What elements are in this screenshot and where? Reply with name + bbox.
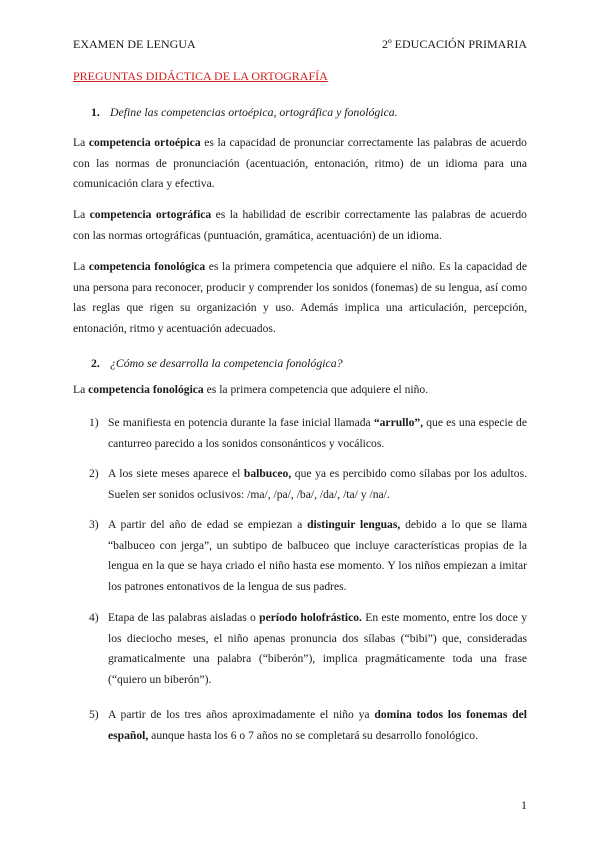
list-item-text bbox=[108, 464, 527, 505]
paragraph-bold-term: competencia fonológica bbox=[88, 383, 204, 396]
paragraph-intro-fonologica bbox=[73, 380, 527, 401]
header-left: EXAMEN DE LENGUA bbox=[73, 37, 196, 51]
list-item-number: 5) bbox=[89, 708, 99, 721]
paragraph-ortoepica bbox=[73, 133, 527, 195]
question-1-number: 1. bbox=[91, 105, 100, 119]
list-item bbox=[89, 515, 527, 597]
list-item-text bbox=[108, 413, 527, 454]
page-header bbox=[73, 37, 527, 53]
paragraph-text: es la primera competencia que adquiere el niño. Es la capacidad de una persona para reconocer, producir y comprender los sonidos (fonemas) de su lengua, así como las reglas que rigen su organización y uso. Además implica una articulación, percepción, entonación, ritmo y acentuación adecuados. bbox=[73, 260, 527, 335]
list-item-bold: “arrullo”, bbox=[373, 416, 424, 429]
paragraph-text: La bbox=[73, 260, 89, 273]
paragraph-text: La bbox=[73, 383, 89, 396]
list-item-text-part: Se manifiesta en potencia durante la fase inicial llamada bbox=[108, 416, 374, 429]
paragraph-text: La bbox=[73, 208, 90, 221]
list-item-text bbox=[108, 515, 527, 597]
question-2-number: 2. bbox=[91, 356, 100, 370]
paragraph-bold-term: competencia ortográfica bbox=[89, 208, 212, 221]
list-item-number: 1) bbox=[89, 416, 99, 429]
question-1-text: Define las competencias ortoépica, ortográfica y fonológica. bbox=[110, 105, 398, 119]
page-number: 1 bbox=[521, 798, 527, 812]
list-item-text-part: A los siete meses aparece el bbox=[108, 467, 244, 480]
list-item-bold: balbuceo, bbox=[243, 467, 292, 480]
list-item bbox=[89, 705, 527, 746]
list-item bbox=[89, 464, 527, 505]
list-item-text-part: aunque hasta los 6 o 7 años no se completará su desarrollo fonológico. bbox=[148, 728, 478, 742]
paragraph-text: es la habilidad de escribir correctamente las palabras de acuerdo con las normas ortográficas (puntuación, gramática, acentuación) de un idioma. bbox=[73, 208, 527, 242]
list-item-bold: distinguir lenguas, bbox=[307, 518, 401, 531]
question-1 bbox=[91, 105, 398, 120]
list-item-text-part: A partir de los tres años aproximadamente el niño ya bbox=[108, 708, 375, 721]
list-item-text-part: que es una especie de canturreo parecido a los sonidos consonánticos y vocálicos. bbox=[108, 416, 527, 450]
paragraph-ortografica bbox=[73, 205, 527, 246]
list-item-number: 3) bbox=[89, 518, 99, 531]
question-2-text: ¿Cómo se desarrolla la competencia fonológica? bbox=[110, 356, 343, 370]
list-item-number: 4) bbox=[89, 611, 99, 624]
paragraph-bold-term: competencia fonológica bbox=[88, 260, 206, 273]
header-right: 2º EDUCACIÓN PRIMARIA bbox=[381, 37, 527, 51]
list-item-text-part: que ya es percibido como sílabas por los adultos. Suelen ser sonidos oclusivos: /ma/, /pa/, /ba/, /da/, /ta/ y /na/. bbox=[108, 467, 527, 501]
list-item-text bbox=[108, 705, 527, 746]
list-item-text-part: debido a lo que se llama “balbuceo con jerga”, un subtipo de balbuceo que incluye características propias de la lengua en la que se haya criado el niño hasta ese momento. Y los niños empiezan a imitar los patrones entonativos de la lengua de sus padres. bbox=[108, 518, 528, 593]
list-item-text bbox=[108, 608, 527, 690]
paragraph-text: La bbox=[73, 136, 89, 149]
question-2 bbox=[91, 356, 343, 371]
list-item-text-part: A partir del año de edad se empiezan a bbox=[108, 518, 308, 531]
section-title: PREGUNTAS DIDÁCTICA DE LA ORTOGRAFÍA bbox=[73, 69, 328, 83]
list-item bbox=[89, 413, 527, 454]
list-item bbox=[89, 608, 527, 690]
paragraph-bold-term: competencia ortoépica bbox=[88, 136, 201, 149]
list-item-text-part: Etapa de las palabras aisladas o bbox=[108, 611, 260, 624]
list-item-bold: período holofrástico. bbox=[259, 611, 362, 624]
list-item-number: 2) bbox=[89, 467, 99, 480]
paragraph-fonologica bbox=[73, 257, 527, 339]
paragraph-text: es la capacidad de pronunciar correctamente las palabras de acuerdo con las normas de pronunciación (acentuación, entonación, ritmo) de un idioma para una comunicación clara y efectiva. bbox=[73, 136, 527, 190]
list-item-text-part: En este momento, entre los doce y los dieciocho meses, el niño apenas pronuncia dos sílabas (“bibi”) que, consideradas gramaticalmente una palabra (“biberón”), implica pragmáticamente toda una frase (“quiero un biberón”). bbox=[108, 611, 527, 686]
paragraph-text: es la primera competencia que adquiere el niño. bbox=[203, 383, 429, 396]
list-item-bold: domina todos los fonemas del español, bbox=[108, 708, 527, 742]
